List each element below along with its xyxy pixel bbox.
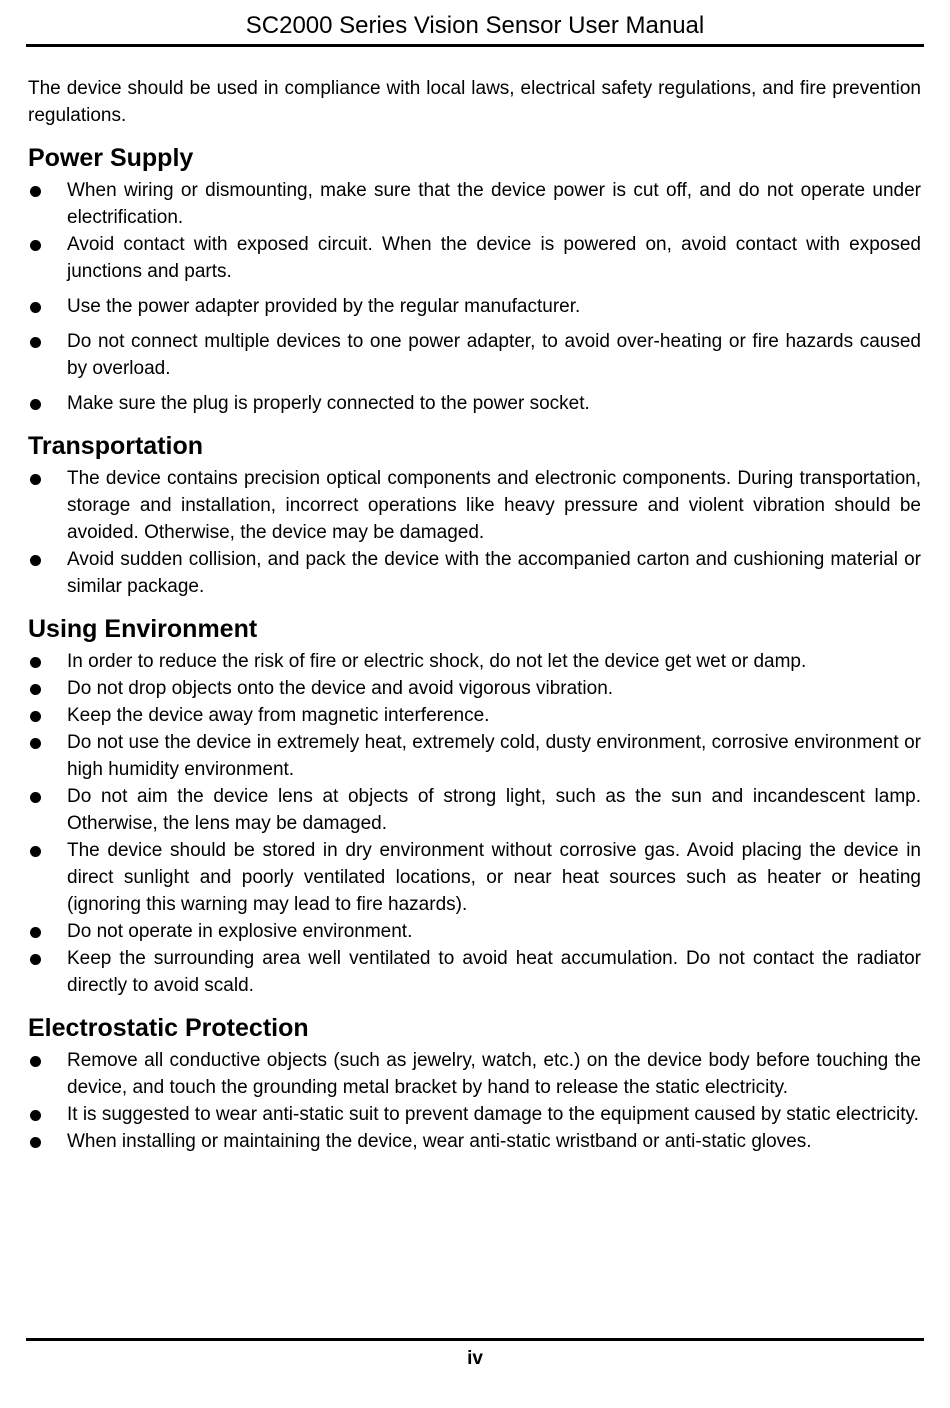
list-item-text: Do not connect multiple devices to one power adapter, to avoid over-heating or fire hazards caused by overload.	[67, 331, 921, 379]
transportation-list	[28, 465, 921, 600]
list-item	[28, 675, 921, 702]
bullet-icon	[30, 711, 41, 722]
list-item	[28, 1101, 921, 1128]
list-item-text: It is suggested to wear anti-static suit to prevent damage to the equipment caused by static electricity.	[67, 1104, 919, 1125]
bullet-icon	[30, 1056, 41, 1067]
bullet-icon	[30, 954, 41, 965]
bullet-icon	[30, 1137, 41, 1148]
bullet-icon	[30, 1110, 41, 1121]
bullet-icon	[30, 474, 41, 485]
list-item	[28, 783, 921, 837]
list-item-text: The device should be stored in dry environment without corrosive gas. Avoid placing the device in direct sunlight and poorly ventilated locations, or near heat sources such as heater or heating (ignoring this warning may lead to fire hazards).	[67, 840, 921, 915]
bullet-icon	[30, 337, 41, 348]
list-item-text: When wiring or dismounting, make sure that the device power is cut off, and do not operate under electrification.	[67, 180, 921, 228]
bullet-icon	[30, 684, 41, 695]
list-item-text: Keep the surrounding area well ventilated to avoid heat accumulation. Do not contact the radiator directly to avoid scald.	[67, 948, 921, 996]
list-item-text: Avoid sudden collision, and pack the device with the accompanied carton and cushioning material or similar package.	[67, 549, 921, 597]
using-environment-list	[28, 648, 921, 999]
power-supply-list	[28, 177, 921, 417]
list-item-text: When installing or maintaining the device, wear anti-static wristband or anti-static gloves.	[67, 1131, 812, 1152]
list-item-text: Make sure the plug is properly connected to the power socket.	[67, 393, 590, 414]
list-item	[28, 918, 921, 945]
list-item-text: In order to reduce the risk of fire or electric shock, do not let the device get wet or damp.	[67, 651, 807, 672]
list-item-text: Do not aim the device lens at objects of strong light, such as the sun and incandescent lamp. Otherwise, the lens may be damaged.	[67, 786, 921, 834]
electrostatic-protection-list	[28, 1047, 921, 1155]
list-item-text: The device contains precision optical components and electronic components. During transportation, storage and installation, incorrect operations like heavy pressure and violent vibration should be avoided. Otherwise, the device may be damaged.	[67, 468, 921, 543]
list-item	[28, 390, 921, 417]
intro-paragraph: The device should be used in compliance with local laws, electrical safety regulations, and fire prevention regulations.	[28, 78, 921, 126]
bullet-icon	[30, 555, 41, 566]
list-item	[28, 1047, 921, 1101]
list-item	[28, 702, 921, 729]
section-heading-using-environment: Using Environment	[28, 615, 258, 643]
bullet-icon	[30, 927, 41, 938]
bullet-icon	[30, 738, 41, 749]
list-item	[28, 231, 921, 285]
list-item	[28, 729, 921, 783]
bullet-icon	[30, 399, 41, 410]
list-item-text: Do not operate in explosive environment.	[67, 921, 413, 942]
header-rule	[26, 44, 924, 47]
list-item	[28, 648, 921, 675]
running-header-title: SC2000 Series Vision Sensor User Manual	[245, 12, 705, 39]
list-item-text: Keep the device away from magnetic interference.	[67, 705, 490, 726]
list-item	[28, 546, 921, 600]
list-item-text: Use the power adapter provided by the regular manufacturer.	[67, 296, 581, 317]
page-number: iv	[467, 1348, 483, 1369]
list-item-text: Do not drop objects onto the device and avoid vigorous vibration.	[67, 678, 614, 699]
list-item	[28, 293, 921, 320]
list-item	[28, 465, 921, 546]
list-item	[28, 1128, 921, 1155]
footer-rule	[26, 1338, 924, 1341]
list-item-text: Do not use the device in extremely heat, extremely cold, dusty environment, corrosive environment or high humidity environment.	[67, 732, 921, 780]
bullet-icon	[30, 846, 41, 857]
bullet-icon	[30, 186, 41, 197]
list-item	[28, 837, 921, 918]
bullet-icon	[30, 302, 41, 313]
section-heading-transportation: Transportation	[28, 432, 204, 460]
list-item	[28, 328, 921, 382]
page-content	[28, 75, 921, 1155]
list-item	[28, 945, 921, 999]
section-heading-electrostatic-protection: Electrostatic Protection	[28, 1014, 309, 1042]
bullet-icon	[30, 657, 41, 668]
list-item-text: Remove all conductive objects (such as jewelry, watch, etc.) on the device body before touching the device, and touch the grounding metal bracket by hand to release the static electricity.	[67, 1050, 921, 1098]
bullet-icon	[30, 792, 41, 803]
list-item	[28, 177, 921, 231]
list-item-text: Avoid contact with exposed circuit. When the device is powered on, avoid contact with exposed junctions and parts.	[67, 234, 921, 282]
bullet-icon	[30, 240, 41, 251]
section-heading-power-supply: Power Supply	[28, 144, 194, 172]
